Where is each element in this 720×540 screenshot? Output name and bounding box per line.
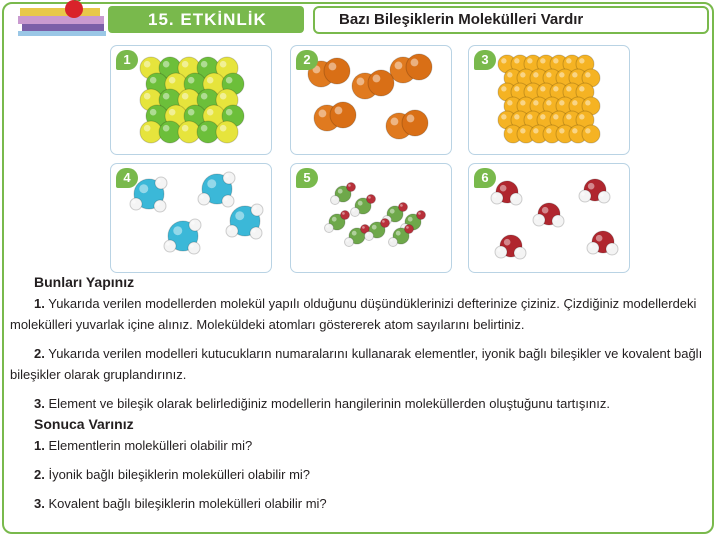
atom-sphere bbox=[399, 203, 408, 212]
model-number: 2 bbox=[296, 50, 318, 70]
instruction-item bbox=[10, 343, 712, 385]
atom-sphere bbox=[164, 240, 176, 252]
model-card-1 bbox=[110, 45, 272, 155]
item-number: 2. bbox=[34, 467, 45, 482]
atom-sphere bbox=[130, 198, 142, 210]
atom-sphere bbox=[198, 193, 210, 205]
item-number: 1. bbox=[34, 296, 45, 311]
item-number: 1. bbox=[34, 438, 45, 453]
atom-sphere bbox=[405, 225, 414, 234]
item-text: Elementlerin molekülleri olabilir mi? bbox=[48, 438, 253, 453]
atom-sphere bbox=[381, 219, 390, 228]
atom-sphere bbox=[368, 70, 394, 96]
atom-sphere bbox=[491, 192, 503, 204]
atom-sphere bbox=[188, 242, 200, 254]
atom-sphere bbox=[251, 204, 263, 216]
atom-sphere bbox=[222, 195, 234, 207]
atom-sphere bbox=[347, 183, 356, 192]
instruction-item bbox=[10, 293, 712, 335]
atom-sphere bbox=[189, 219, 201, 231]
atom-sphere bbox=[330, 102, 356, 128]
atom-sphere bbox=[325, 224, 334, 233]
section-heading: Bunları Yapınız bbox=[34, 274, 135, 290]
atom-sphere bbox=[341, 211, 350, 220]
item-number: 3. bbox=[34, 496, 45, 511]
item-text: İyonik bağlı bileşiklerin molekülleri olabilir mi? bbox=[48, 467, 311, 482]
model-card-6 bbox=[468, 163, 630, 273]
atom-sphere bbox=[223, 172, 235, 184]
instructions bbox=[10, 272, 712, 514]
model-card-2 bbox=[290, 45, 452, 155]
atom-sphere bbox=[552, 215, 564, 227]
question-item bbox=[34, 435, 712, 456]
item-number: 3. bbox=[34, 396, 45, 411]
atom-sphere bbox=[510, 193, 522, 205]
atom-sphere bbox=[226, 225, 238, 237]
item-text: Yukarıda verilen modellerden molekül yapılı olduğunu düşündüklerinizi defterinize çiziniz. Çizdiğiniz modellerdeki molekülleri yuvarlak içine alınız. Moleküldeki atomları göstererek atom sayılarını belirtiniz. bbox=[10, 296, 697, 332]
question-item bbox=[34, 493, 712, 514]
activity-label: 15. ETKİNLİK bbox=[108, 6, 304, 33]
question-item bbox=[34, 464, 712, 485]
atom-sphere bbox=[250, 227, 262, 239]
atom-sphere bbox=[365, 232, 374, 241]
atom-sphere bbox=[598, 191, 610, 203]
atom-sphere bbox=[587, 242, 599, 254]
model-number: 3 bbox=[474, 50, 496, 70]
header bbox=[0, 0, 720, 40]
item-text: Yukarıda verilen modelleri kutucukların numaralarını kullanarak elementler, iyonik bağlı bileşikler ve kovalent bağlı bileşikler olarak gruplandırınız. bbox=[10, 346, 703, 382]
item-number: 2. bbox=[34, 346, 45, 361]
model-number: 6 bbox=[474, 168, 496, 188]
atom-sphere bbox=[579, 190, 591, 202]
atom-sphere bbox=[324, 58, 350, 84]
atom-sphere bbox=[155, 177, 167, 189]
model-number: 5 bbox=[296, 168, 318, 188]
model-number: 1 bbox=[116, 50, 138, 70]
atom-sphere bbox=[417, 211, 426, 220]
model-card-3 bbox=[468, 45, 630, 155]
atom-sphere bbox=[331, 196, 340, 205]
atom-sphere bbox=[582, 125, 600, 143]
atom-sphere bbox=[351, 208, 360, 217]
atom-sphere bbox=[406, 54, 432, 80]
atom-sphere bbox=[533, 214, 545, 226]
atom-sphere bbox=[606, 243, 618, 255]
atom-sphere bbox=[402, 110, 428, 136]
item-text: Kovalent bağlı bileşiklerin molekülleri olabilir mi? bbox=[48, 496, 327, 511]
atom-sphere bbox=[216, 121, 238, 143]
model-card-5 bbox=[290, 163, 452, 273]
atom-sphere bbox=[514, 247, 526, 259]
instruction-item bbox=[10, 393, 712, 414]
atom-sphere bbox=[154, 200, 166, 212]
model-card-4 bbox=[110, 163, 272, 273]
item-text: Element ve bileşik olarak belirlediğiniz modellerin hangilerinin moleküllerden oluştuğunu tartışınız. bbox=[48, 396, 610, 411]
books-apple-icon bbox=[18, 0, 108, 36]
atom-sphere bbox=[345, 238, 354, 247]
atom-sphere bbox=[367, 195, 376, 204]
atom-sphere bbox=[389, 238, 398, 247]
model-number: 4 bbox=[116, 168, 138, 188]
atom-sphere bbox=[495, 246, 507, 258]
section-heading: Sonuca Varınız bbox=[34, 416, 134, 432]
page-title: Bazı Bileşiklerin Molekülleri Vardır bbox=[313, 6, 709, 34]
